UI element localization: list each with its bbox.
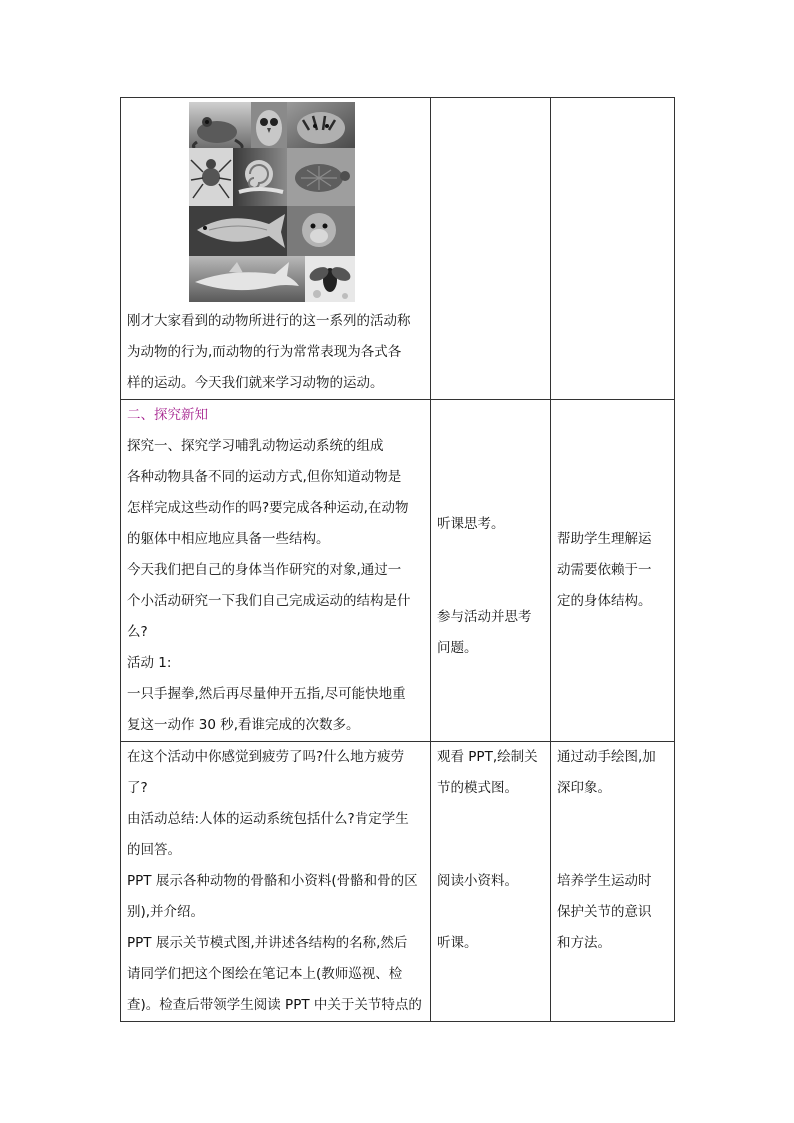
student-activity-cell [431,400,551,742]
text-line: 问题。 [437,640,478,656]
teacher-activity-cell [121,742,431,1022]
lesson-plan-table [120,97,675,1022]
arowana-fish-photo [189,206,287,256]
section-heading: 二、探究新知 [127,407,208,423]
design-intent-cell [551,742,675,1022]
text-line: 参与活动并思考 [437,609,532,625]
text-line: 请同学们把这个图绘在笔记本上(教师巡视、检 [127,966,403,982]
monkey-photo [287,206,355,256]
text-line: 动需要依赖于一 [557,562,652,578]
text-line: 的回答。 [127,842,181,858]
text-line: 个小活动研究一下我们自己完成运动的结构是什 [127,593,411,609]
frog-photo [189,102,251,148]
text-line: PPT 展示各种动物的骨骼和小资料(骨骼和骨的区 [127,873,418,889]
text-line: 各种动物具备不同的运动方式,但你知道动物是 [127,469,402,485]
text-line: 节的模式图。 [437,780,518,796]
table-row [121,98,675,400]
text-line: PPT 展示关节模式图,并讲述各结构的名称,然后 [127,935,408,951]
text-line: 培养学生运动时 [557,873,652,889]
text-line: 怎样完成这些动作的吗?要完成各种运动,在动物 [127,500,409,516]
text-line: 观看 PPT,绘制关 [437,749,538,765]
text-line: 阅读小资料。 [437,873,518,889]
text-line: 别),并介绍。 [127,904,205,920]
text-line: 查)。检查后带领学生阅读 PPT 中关于关节特点的 [127,997,422,1013]
text-line: 保护关节的意识 [557,904,652,920]
dolphin-photo [189,256,305,302]
text-line: 在这个活动中你感觉到疲劳了吗?什么地方疲劳 [127,749,405,765]
text-line: 和方法。 [557,935,611,951]
text-line: 了? [127,780,148,796]
text-line: 深印象。 [557,780,611,796]
text-line: 探究一、探究学习哺乳动物运动系统的组成 [127,438,384,454]
student-activity-cell [431,98,551,400]
text-line: 一只手握拳,然后再尽量伸开五指,尽可能快地重 [127,686,406,702]
teacher-activity-cell [121,400,431,742]
tiger-photo [287,102,355,148]
table-row [121,742,675,1022]
text-line: 定的身体结构。 [557,593,652,609]
text-line: 今天我们把自己的身体当作研究的对象,通过一 [127,562,402,578]
text-line: 听课。 [437,935,478,951]
insect-photo [305,256,355,302]
spider-photo [189,148,233,206]
text-line: 么? [127,624,148,640]
teacher-activity-cell [121,98,431,400]
tortoise-photo [287,148,355,206]
text-line: 听课思考。 [437,516,505,532]
text-line: 为动物的行为,而动物的行为常常表现为各式各 [127,344,402,360]
owl-photo [251,102,287,148]
text-line: 帮助学生理解运 [557,531,652,547]
text-line: 通过动手绘图,加 [557,749,656,765]
table-row [121,400,675,742]
student-activity-cell [431,742,551,1022]
text-line: 活动 1: [127,655,172,671]
text-line: 由活动总结:人体的运动系统包括什么?肯定学生 [127,811,409,827]
animal-collage-image [189,102,355,302]
design-intent-cell [551,98,675,400]
snail-photo [233,148,287,206]
design-intent-cell [551,400,675,742]
text-line: 的躯体中相应地应具备一些结构。 [127,531,330,547]
text-line: 刚才大家看到的动物所进行的这一系列的活动称 [127,313,411,329]
text-line: 复这一动作 30 秒,看谁完成的次数多。 [127,717,360,733]
text-line: 样的运动。今天我们就来学习动物的运动。 [127,375,384,391]
